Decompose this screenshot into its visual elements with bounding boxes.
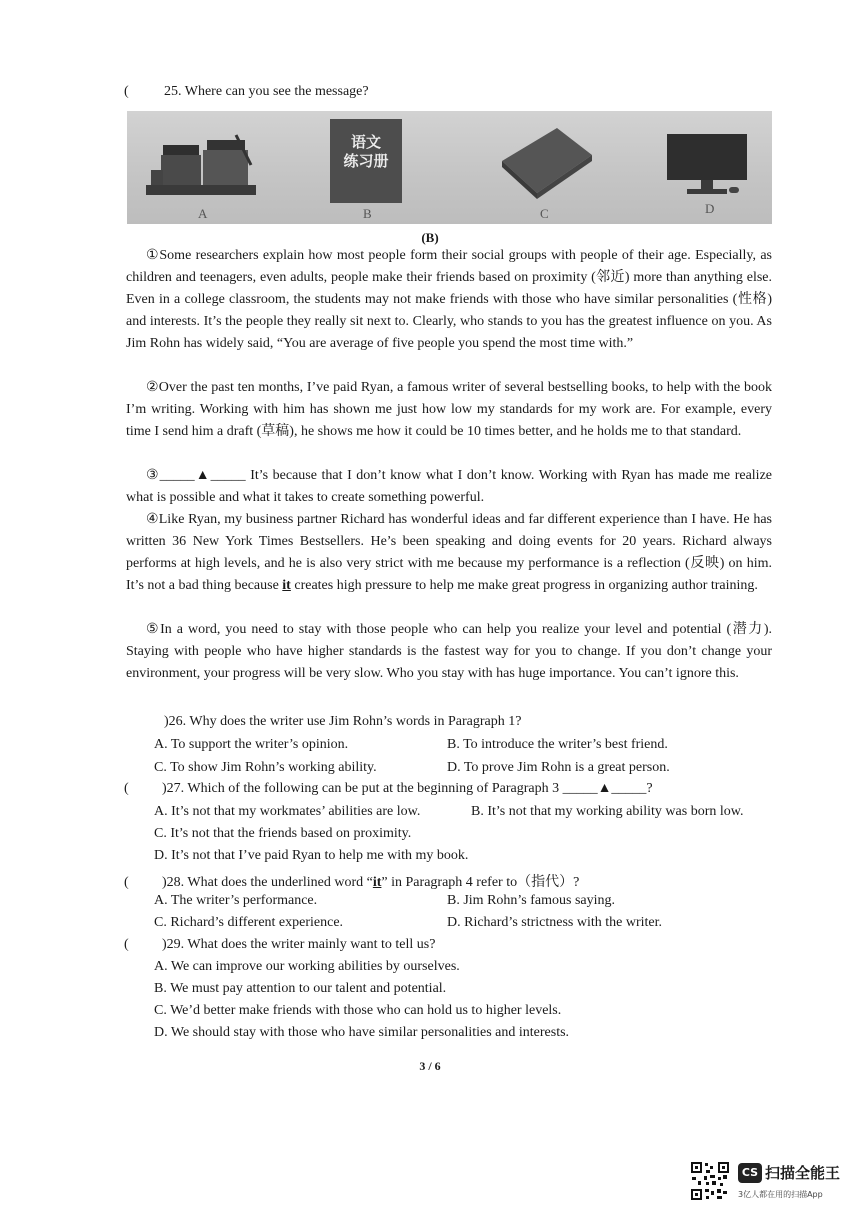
question-26-option-d[interactable]: D. To prove Jim Rohn is a great person. [447, 760, 670, 775]
paragraph-marker: ⑤ [146, 622, 161, 637]
question-26-option-b[interactable]: B. To introduce the writer’s best friend. [447, 737, 668, 752]
question-29 [124, 937, 435, 953]
paragraph-marker: ③ [146, 468, 160, 483]
question-28 [124, 871, 579, 891]
paragraph-text: Over the past ten months, I’ve paid Ryan, a famous writer of several bestselling books, to help with the book I’m writing. Working with him has shown me just how low my standards for my work are. For example, every time I send him a draft (草稿), he shows me how it could be 10 times better, and he holds me to that standard. [126, 380, 772, 439]
question-26 [164, 714, 521, 730]
option-a-label: A [198, 206, 208, 221]
question-29-option-d[interactable]: D. We should stay with those who have similar personalities and interests. [154, 1025, 570, 1040]
question-28-option-c[interactable]: C. Richard’s different experience. [154, 915, 344, 930]
page-number: 3 / 6 [419, 1059, 441, 1073]
question-29-option-c[interactable]: C. We’d better make friends with those who can hold us to higher levels. [154, 1003, 562, 1018]
answer-blank: _____▲_____ [159, 468, 246, 483]
paragraph-marker: ② [146, 380, 159, 395]
option-b-label: B [363, 206, 372, 221]
option-c-label: C [540, 206, 549, 221]
question-stem: ” in Paragraph 4 refer to（指代）? [381, 875, 580, 890]
question-27 [124, 781, 653, 797]
question-25-text: 25. Where can you see the message? [164, 84, 369, 99]
underlined-word: it [372, 875, 382, 890]
question-stem: )29. What does the writer mainly want to tell us? [162, 937, 436, 952]
answer-paren: ( [124, 875, 129, 890]
passage-paragraph-2 [126, 377, 772, 443]
passage-paragraph-1 [126, 245, 772, 355]
question-28-option-d[interactable]: D. Richard’s strictness with the writer. [447, 915, 663, 930]
books-pile-icon [141, 125, 261, 205]
workbook-cover-title: 语文 [350, 133, 381, 151]
underlined-word: it [282, 578, 291, 593]
paragraph-text: Some researchers explain how most people form their social groups with people of their age. Especially, as children and teenagers, even adults, people make their friends based on proximity (邻近) more than anything else. Even in a college classroom, the students may not make friends with those who have similar personalities (性格) and interests. It’s the people they really sit next to. Clearly, who stands to you has the greatest influence on you. As Jim Rohn has widely said, “You are average of five people you spend the most time with.” [126, 248, 772, 351]
question-28-option-a[interactable]: A. The writer’s performance. [154, 893, 318, 908]
option-d-label: D [705, 201, 715, 216]
answer-paren: ( [124, 937, 129, 952]
question-27-option-d[interactable]: D. It’s not that I’ve paid Ryan to help me with my book. [154, 848, 469, 863]
paragraph-text: creates high pressure to help me make great progress in organizing author training. [290, 578, 758, 593]
question-27-option-a[interactable]: A. It’s not that my workmates’ abilities are low. [154, 804, 421, 819]
question-29-option-b[interactable]: B. We must pay attention to our talent and potential. [154, 981, 447, 996]
answer-paren: ( [124, 781, 129, 796]
question-27-option-b[interactable]: B. It’s not that my working ability was born low. [471, 804, 744, 819]
paragraph-text: Like Ryan, my business partner Richard has wonderful ideas and far different experience than I have. He has written 36 New York Times Bestsellers. He’s been speaking and doing events for 20 years. Richard always performs at high levels, and he is also very strict with me because my performance is a reflection (反映) on him. It’s not a bad thing because [126, 512, 772, 593]
section-title: (B) [421, 230, 439, 245]
question-26-option-c[interactable]: C. To show Jim Rohn’s working ability. [154, 760, 377, 775]
paragraph-marker: ④ [146, 512, 159, 527]
camscanner-logo: CS [738, 1163, 762, 1183]
question-stem: )26. Why does the writer use Jim Rohn’s words in Paragraph 1? [164, 714, 522, 729]
camscanner-name: 扫描全能王 [765, 1164, 841, 1182]
workbook-cover-subtitle: 练习册 [343, 152, 389, 170]
question-26-option-a[interactable]: A. To support the writer’s opinion. [154, 737, 349, 752]
passage-paragraph-3 [126, 465, 772, 509]
question-stem: )28. What does the underlined word “ [162, 875, 373, 890]
question-29-option-a[interactable]: A. We can improve our working abilities by ourselves. [154, 959, 460, 974]
workbook-cover-icon [330, 119, 402, 203]
answer-paren: ( [124, 84, 129, 99]
paragraph-marker: ① [146, 248, 160, 263]
question-27-option-c[interactable]: C. It’s not that the friends based on proximity. [154, 826, 412, 841]
question-stem: )27. Which of the following can be put at the beginning of Paragraph 3 _____▲_____? [162, 781, 653, 796]
paragraph-text: In a word, you need to stay with those people who can help you realize your level and potential (潜力). Staying with people who have higher standards is the fastest way for you to change. If you don’t change your environment, your progress will be very slow. Who you stay with has huge importance. You can’t ignore this. [126, 622, 772, 681]
passage-paragraph-5 [126, 619, 772, 685]
qr-code-icon [690, 1161, 730, 1201]
question-28-option-b[interactable]: B. Jim Rohn’s famous saying. [447, 893, 616, 908]
question-25-picture-strip [127, 111, 772, 224]
magazine-icon [497, 123, 597, 203]
computer-monitor-icon [657, 129, 757, 199]
paragraph-text: It’s because that I don’t know what I don’t know. Working with Ryan has made me realize what is possible and what it takes to create something powerful. [126, 468, 773, 505]
camscanner-tagline: 3亿人都在用的扫描App [738, 1190, 823, 1199]
passage-paragraph-4 [126, 509, 772, 597]
question-25 [124, 84, 369, 100]
